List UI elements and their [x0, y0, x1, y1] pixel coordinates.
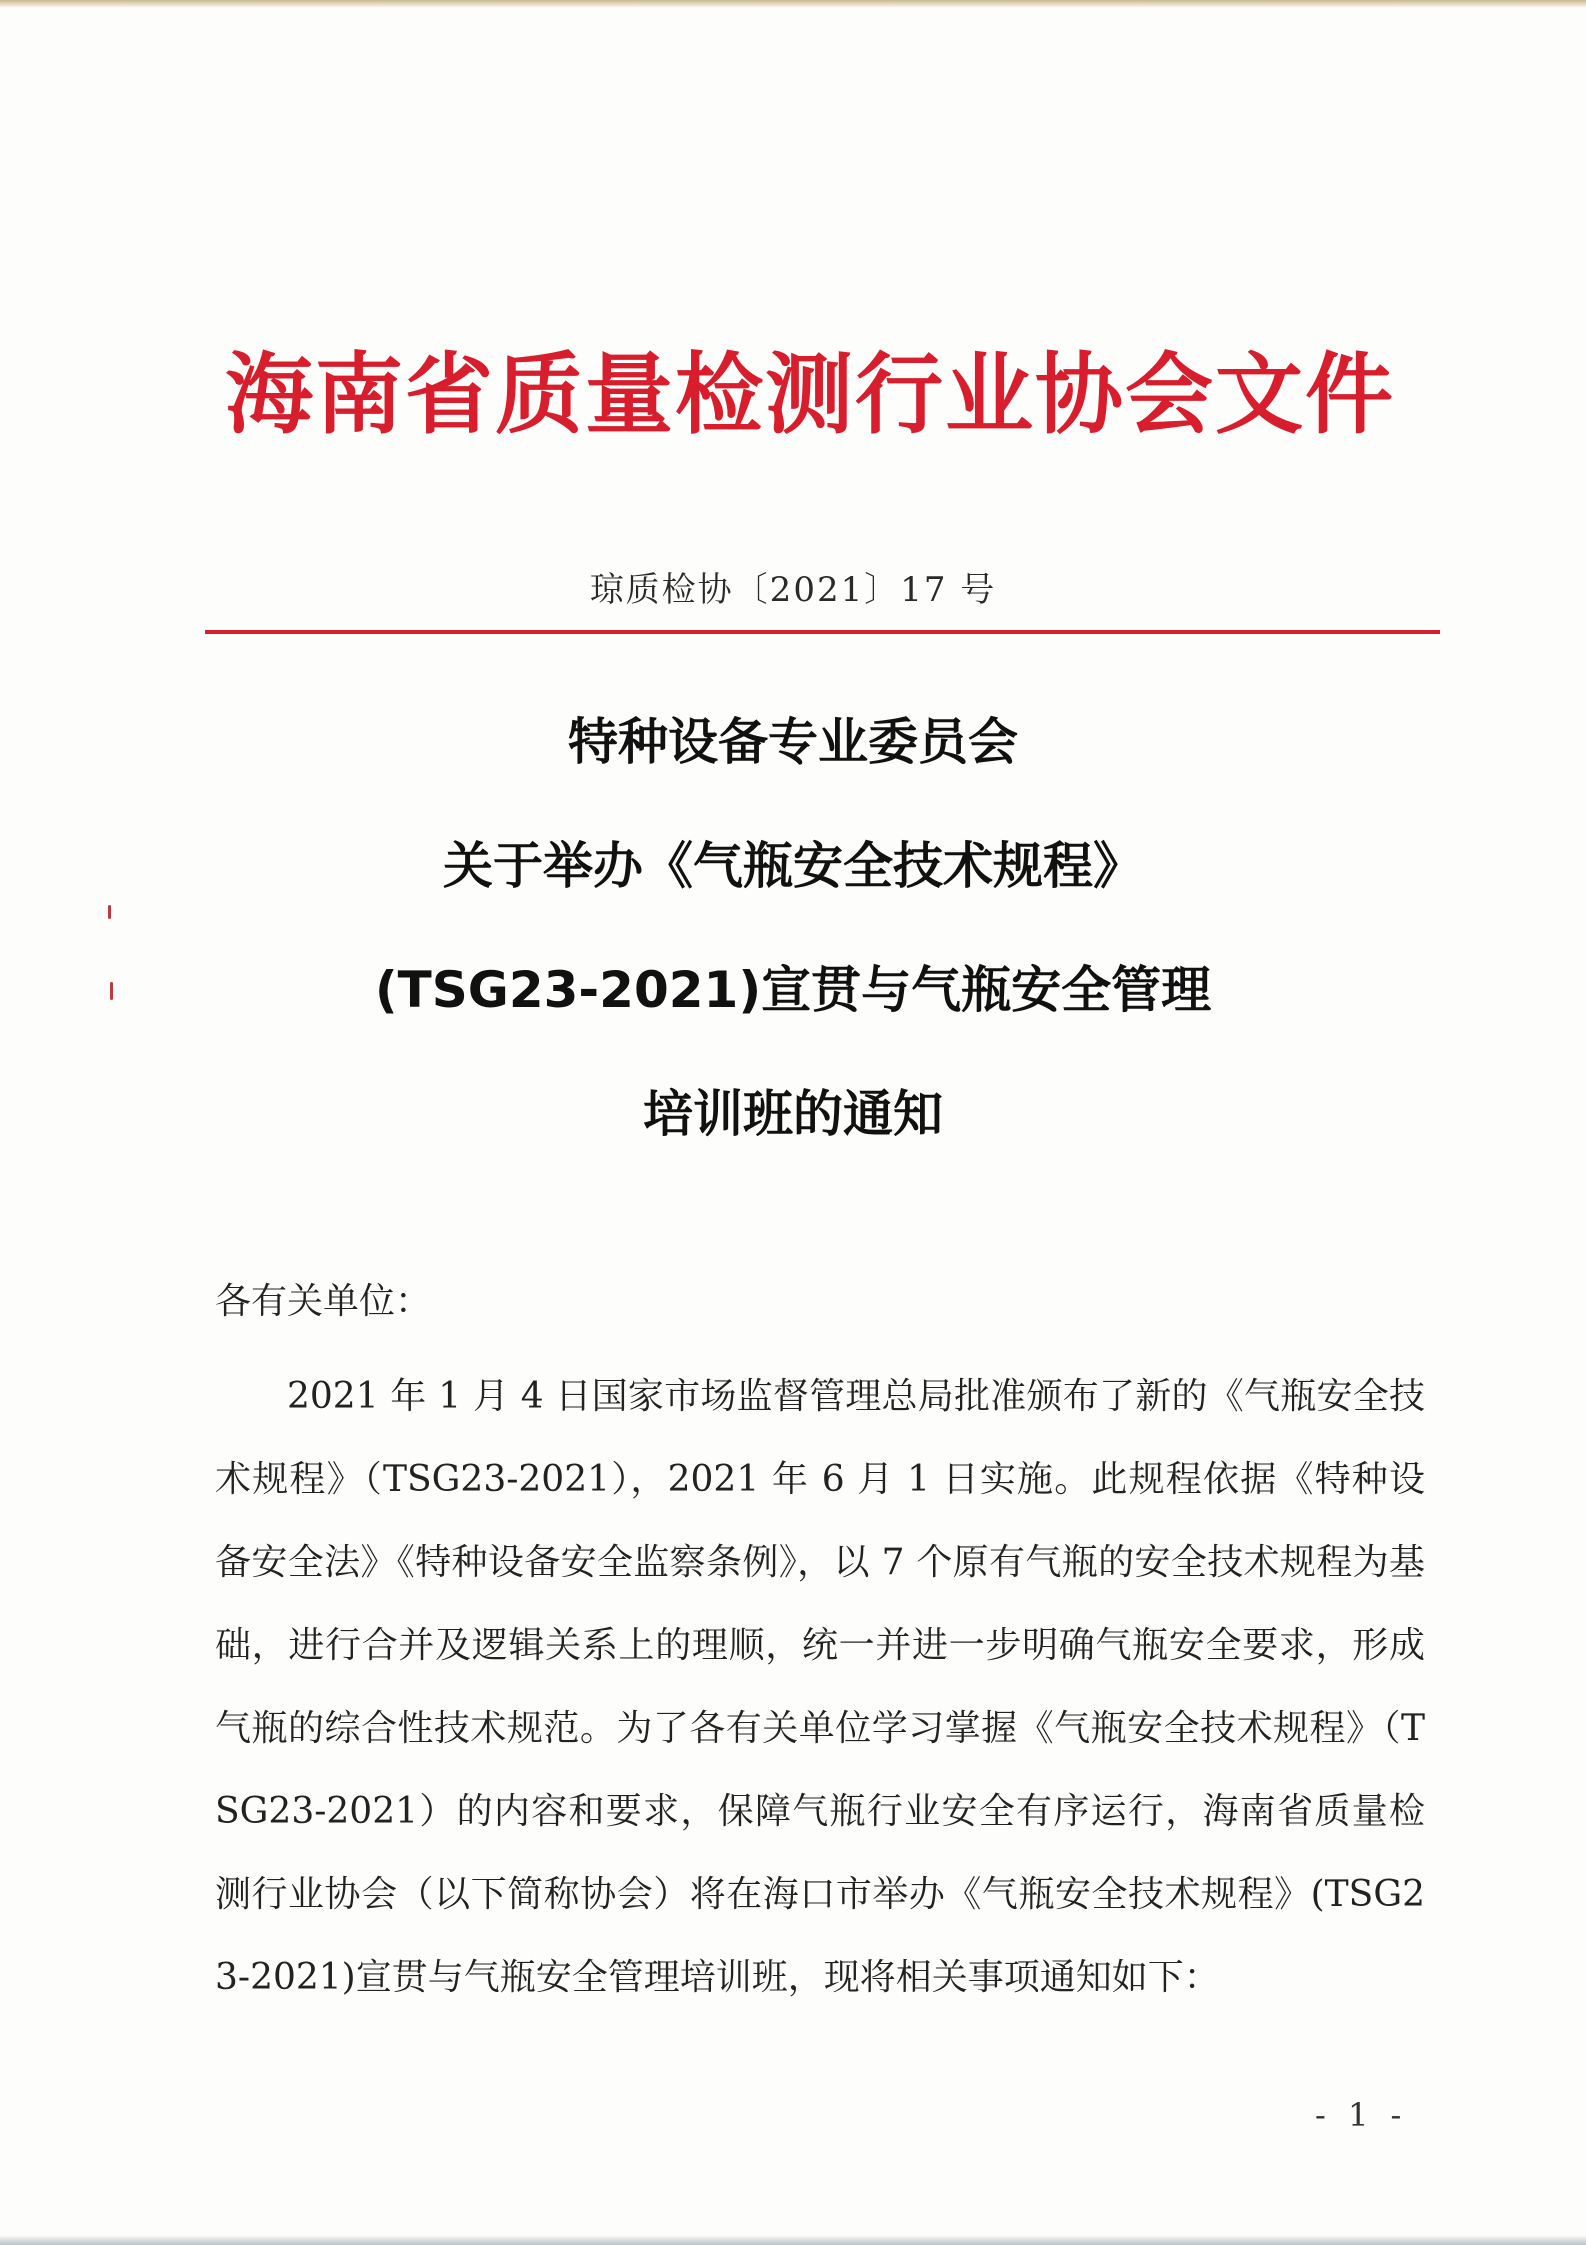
body-paragraph: 2021 年 1 月 4 日国家市场监督管理总局批准颁布了新的《气瓶安全技术规程》（TSG23-2021），2021 年 6 月 1 日实施。此规程依据《特种设备安全法》《特种设备安全监察条例》，以 7 个原有气瓶的安全技术规程为基础，进行合并及逻辑关系上的理顺，统一并进一步明确气瓶安全要求，形成气瓶的综合性技术规范。为了各有关单位学习掌握《气瓶安全技术规程》（TSG23-2021）的内容和要求，保障气瓶行业安全有序运行，海南省质量检测行业协会（以下简称协会）将在海口市举办《气瓶安全技术规程》(TSG23-2021)宣贯与气瓶安全管理培训班，现将相关事项通知如下：	[215, 1376, 1425, 1998]
notice-title-line-1: 特种设备专业委员会	[568, 713, 1018, 771]
notice-title-line-3: (TSG23-2021)宣贯与气瓶安全管理	[374, 961, 1212, 1019]
red-divider-line	[205, 630, 1440, 634]
notice-title-line-4: 培训班的通知	[643, 1085, 943, 1143]
document-number: 琼质检协〔2021〕17 号	[589, 570, 997, 610]
scan-bottom-edge	[0, 2235, 1586, 2245]
margin-mark	[108, 905, 111, 919]
salutation: 各有关单位：	[215, 1281, 432, 1322]
masthead-title: 海南省质量检测行业协会文件	[224, 343, 1395, 446]
notice-title-line-2: 关于举办《气瓶安全技术规程》	[443, 837, 1143, 895]
page-number: - 1 -	[1315, 2096, 1408, 2134]
scan-top-edge	[0, 0, 1586, 8]
